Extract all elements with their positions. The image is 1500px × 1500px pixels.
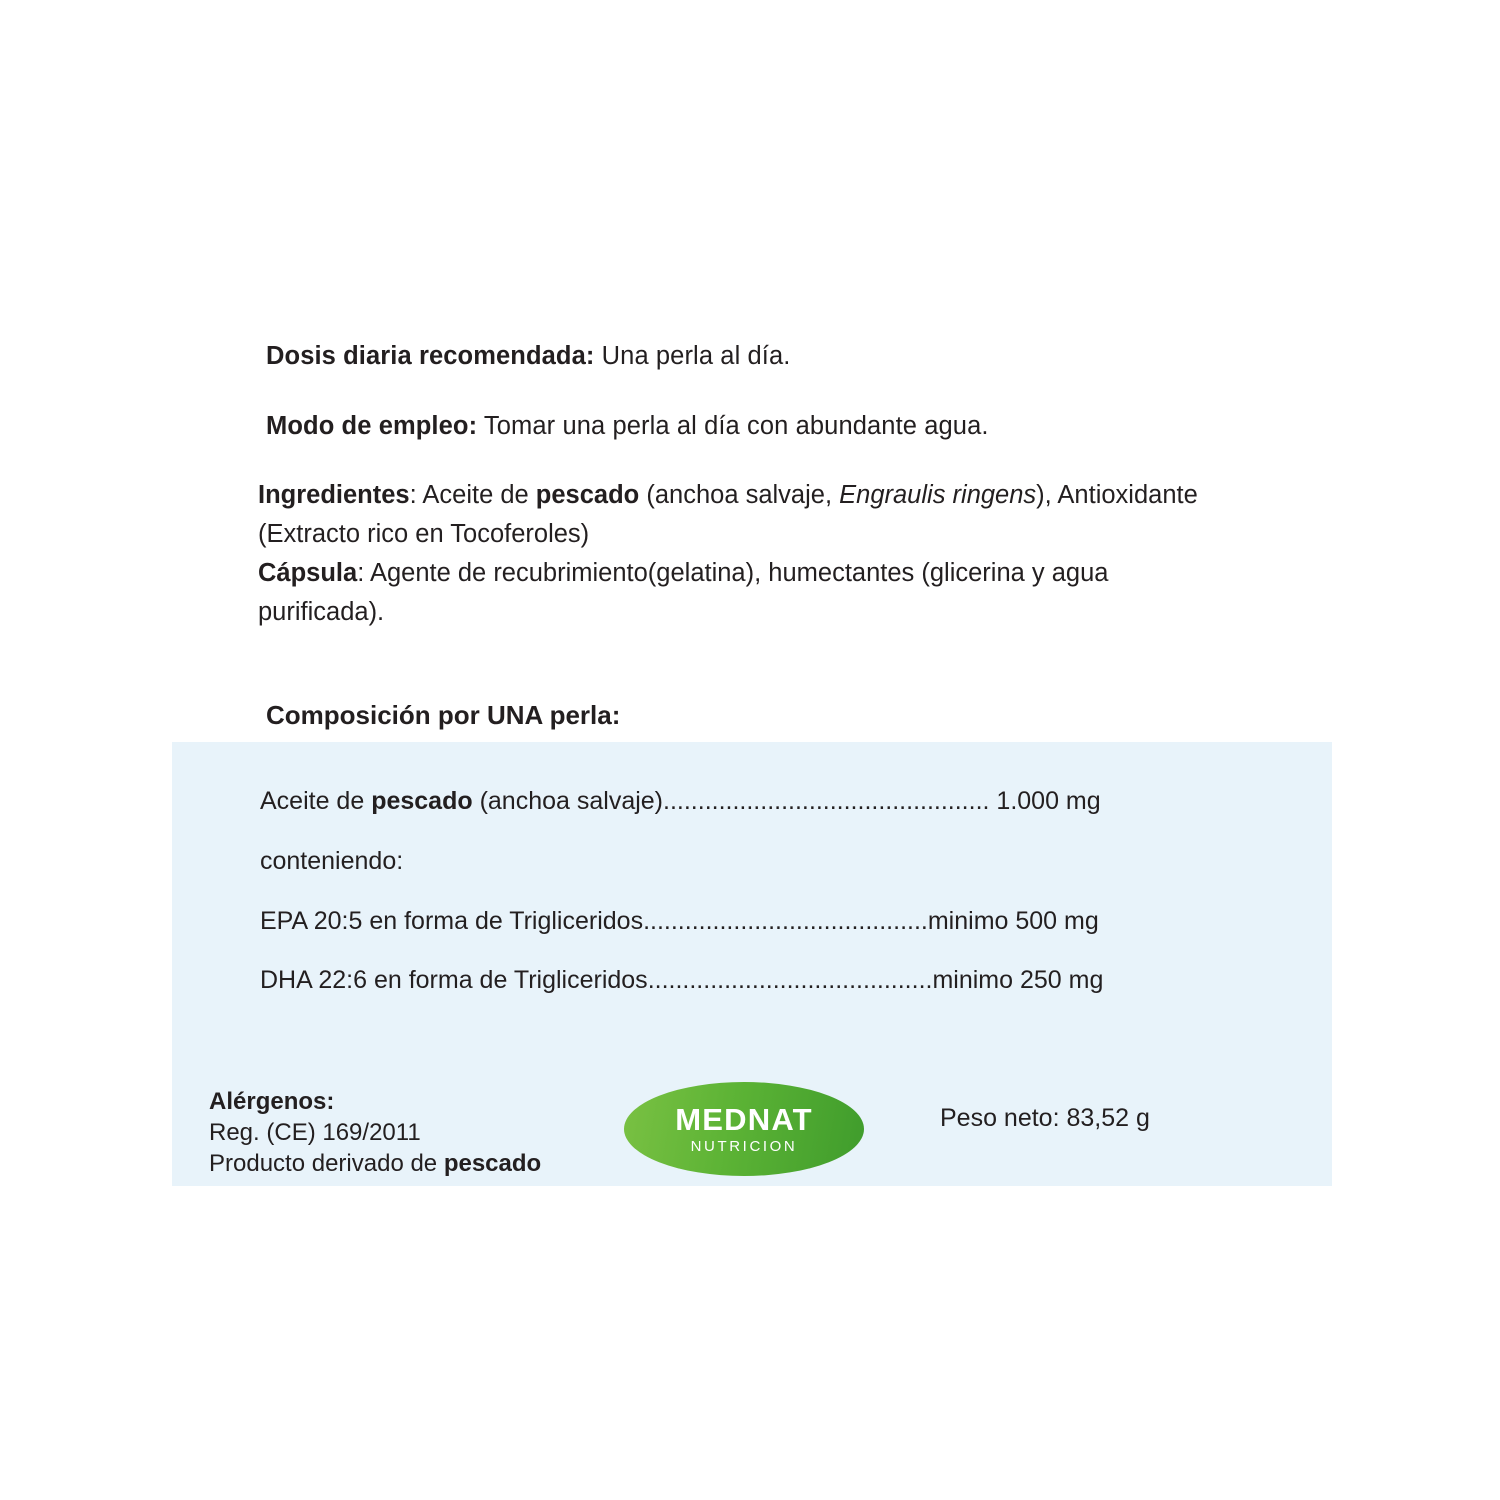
composition-row-prefix: Aceite de (260, 787, 372, 815)
allergens-block (209, 1086, 639, 1180)
composition-row-prefix: DHA 22:6 en forma de Trigliceridos (260, 966, 648, 995)
usage-label: Modo de empleo: (266, 411, 478, 440)
usage-line (258, 410, 1238, 444)
composition-row-dots: ............................................... (663, 787, 990, 815)
mednat-logo (624, 1082, 864, 1176)
composition-row-prefix: EPA 20:5 en forma de Trigliceridos (260, 906, 644, 935)
allergens-regulation: Reg. (CE) 169/2011 (209, 1119, 421, 1147)
logo-brand-tagline: NUTRICION (690, 1138, 798, 1155)
allergens-heading: Alérgenos: (209, 1088, 335, 1115)
ingredients-text-3: ), Antioxidante (1036, 481, 1198, 510)
composition-row-value: minimo 500 mg (927, 906, 1099, 935)
composition-title: Composición por UNA perla: (266, 700, 621, 730)
capsule-paragraph (258, 555, 1238, 592)
daily-dose-value: Una perla al día. (601, 342, 791, 370)
composition-rows (260, 785, 1270, 1024)
label-footer (172, 1072, 1332, 1186)
ingredients-text-1: : Aceite de (409, 481, 536, 510)
daily-dose-label: Dosis diaria recomendada: (266, 342, 595, 370)
ingredients-paragraph (258, 477, 1238, 514)
composition-row (260, 845, 1270, 879)
ingredients-bold-fish: pescado (535, 481, 640, 510)
allergens-derived-bold: pescado (443, 1150, 542, 1178)
allergens-derived-prefix: Producto derivado de (209, 1150, 444, 1178)
net-weight-text: Peso neto: 83,52 g (940, 1104, 1150, 1132)
daily-dose-line (258, 340, 1238, 374)
composition-row (260, 905, 1270, 939)
instructions-block (258, 340, 1238, 631)
composition-row-bold: pescado (371, 787, 473, 815)
usage-value: Tomar una perla al día con abundante agua. (483, 411, 989, 440)
composition-row-dots: ......................................... (643, 906, 928, 935)
allergens-derived (209, 1148, 639, 1179)
composition-row (260, 964, 1270, 998)
composition-row-value: minimo 250 mg (932, 966, 1104, 995)
composition-row-prefix: conteniendo: (260, 846, 404, 875)
composition-panel (172, 742, 1332, 1186)
capsule-label: Cápsula (258, 559, 358, 588)
capsule-text-1: : Agente de recubrimiento(gelatina), humectantes (glicerina y agua (357, 559, 1109, 588)
ingredients-species-italic: Engraulis ringens (839, 481, 1037, 510)
ingredients-paragraph-line2: (Extracto rico en Tocoferoles) (258, 520, 590, 549)
composition-row-value: 1.000 mg (989, 787, 1101, 815)
composition-row-suffix: (anchoa salvaje) (472, 787, 664, 815)
capsule-paragraph-line2: purificada). (258, 598, 385, 627)
ingredients-text-2: (anchoa salvaje, (639, 481, 840, 510)
composition-row-dots: ......................................... (647, 966, 933, 995)
logo-brand-name: MEDNAT (675, 1102, 813, 1137)
ingredients-label: Ingredientes (258, 481, 410, 510)
composition-row (260, 785, 1270, 819)
